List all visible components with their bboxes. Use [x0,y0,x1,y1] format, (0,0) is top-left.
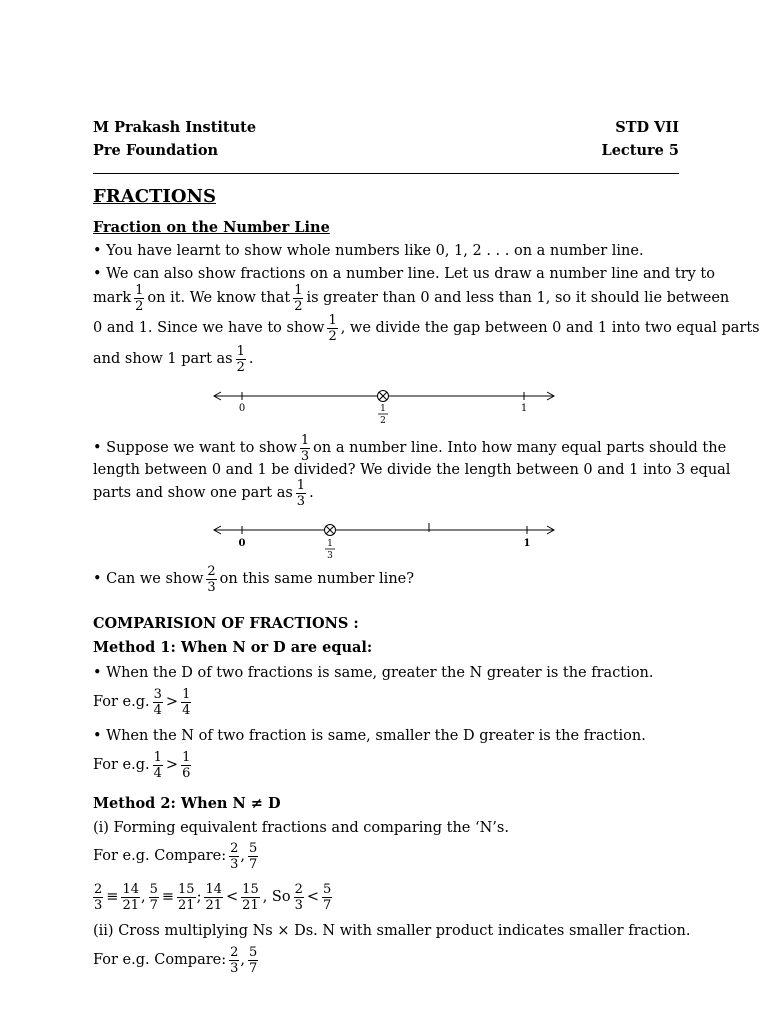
fraction-three-quarters: $\frac{3}{4}$ [153,686,162,718]
fraction-third: $\frac{1}{3}$ [300,432,310,464]
method1-example2: For e.g. $\frac{1}{4}$ > $\frac{1}{6}$ [93,749,191,781]
method2-step-ii: (ii) Cross multiplying Ns × Ds. N with smaller product indicates smaller fraction. [93,923,691,939]
document-page [93,0,760,1024]
fraction-15-21: $\frac{15}{21}$ [178,881,195,913]
header-rule [93,173,679,174]
fraction-five-sevenths: $\frac{5}{7}$ [323,881,332,913]
bullet-two-thirds: • Can we show $\frac{2}{3}$ on this same number line? [93,563,415,595]
fraction-two-thirds: $\frac{2}{3}$ [294,881,303,913]
bullet-whole-numbers: • You have learnt to show whole numbers like 0, 1, 2 . . . on a number line. [93,243,644,259]
institute-name: M Prakash Institute [93,119,257,136]
fraction-half: $\frac{1}{2}$ [135,282,144,314]
fraction-half: $\frac{1}{2}$ [294,282,303,314]
method1-rule-denominator: • When the D of two fractions is same, greater the N greater is the fraction. [93,665,654,681]
fraction-14-21: $\frac{14}{21}$ [122,881,139,913]
bullet-thirds-line2: length between 0 and 1 be divided? We divide the length between 0 and 1 into 3 equal [93,462,731,478]
method1-example1: For e.g. $\frac{3}{4}$ > $\frac{1}{4}$ [93,686,191,718]
label-zero: 0 [238,403,246,414]
fraction-two-thirds: $\frac{2}{3}$ [230,840,239,872]
fraction-five-sevenths: $\frac{5}{7}$ [149,881,158,913]
fraction-two-thirds: $\frac{2}{3}$ [94,881,103,913]
greater-than-symbol: > [165,757,179,773]
label-third-numerator: 1 [327,539,333,549]
fraction-half: $\frac{1}{2}$ [236,343,245,375]
number-line-halves [211,386,557,432]
fraction-15-21: $\frac{15}{21}$ [242,881,259,913]
method1-heading: Method 1: When N or D are equal: [93,639,373,656]
fraction-quarter: $\frac{1}{4}$ [153,749,162,781]
label-half-denominator: 2 [380,416,386,426]
label-one: 1 [520,403,528,414]
bullet-fractions-line1: • We can also show fractions on a number line. Let us draw a number line and try to [93,266,715,282]
method1-rule-numerator: • When the N of two fraction is same, smaller the D greater is the fraction. [93,728,646,744]
label-one: 1 [523,538,531,549]
page-title: FRACTIONS [93,186,216,207]
course-name: Pre Foundation [93,142,219,159]
section-heading: Fraction on the Number Line [93,219,330,236]
method2-step-i: (i) Forming equivalent fractions and comparing the ‘N’s. [93,820,509,836]
fraction-half: $\frac{1}{2}$ [328,312,337,344]
half-marker-icon [378,391,389,402]
bullet-fractions-line2: mark $\frac{1}{2}$ on it. We know that $\frac{1}{2}$ is greater than 0 and less than 1, so it should lie between [93,282,730,314]
lecture-label: Lecture 5 [601,142,679,159]
fraction-two-thirds: $\frac{2}{3}$ [230,944,239,976]
std-label: STD VII [615,119,679,136]
method2-heading: Method 2: When N ≠ D [93,795,281,812]
comparison-heading: COMPARISION OF FRACTIONS : [93,615,359,632]
bullet-fractions-line4: and show 1 part as $\frac{1}{2}$ . [93,343,254,375]
bullet-thirds-line3: parts and show one part as $\frac{1}{3}$ . [93,477,314,509]
third-marker-icon [325,525,336,536]
fraction-sixth: $\frac{1}{6}$ [182,749,191,781]
fraction-third: $\frac{1}{3}$ [296,477,306,509]
label-third-denominator: 3 [327,551,333,561]
fraction-two-thirds: $\frac{2}{3}$ [207,563,216,595]
fraction-five-sevenths: $\frac{5}{7}$ [249,840,258,872]
bullet-thirds-line1: • Suppose we want to show $\frac{1}{3}$ on a number line. Into how many equal parts should the [93,432,727,464]
label-half-numerator: 1 [380,404,386,414]
fraction-quarter: $\frac{1}{4}$ [182,686,191,718]
greater-than-symbol: > [165,694,179,710]
method2-example1: For e.g. Compare: $\frac{2}{3}$ , $\frac{5}{7}$ [93,840,258,872]
label-zero: 0 [238,538,246,549]
equivalent-fractions-working: $\frac{2}{3}$ ≡ $\frac{14}{21}$ , $\frac{5}{7}$ ≡ $\frac{15}{21}$ ; $\frac{14}{21}$ < $\frac{15}{21}$ , So $\frac{2}{3}$ < $\frac{5}{7}$ [94,881,332,913]
method2-example2: For e.g. Compare: $\frac{2}{3}$ , $\frac{5}{7}$ [93,944,258,976]
fraction-five-sevenths: $\frac{5}{7}$ [249,944,258,976]
bullet-fractions-line3: 0 and 1. Since we have to show $\frac{1}{2}$ , we divide the gap between 0 and 1 into two equal parts [93,312,760,344]
fraction-14-21: $\frac{14}{21}$ [205,881,223,913]
